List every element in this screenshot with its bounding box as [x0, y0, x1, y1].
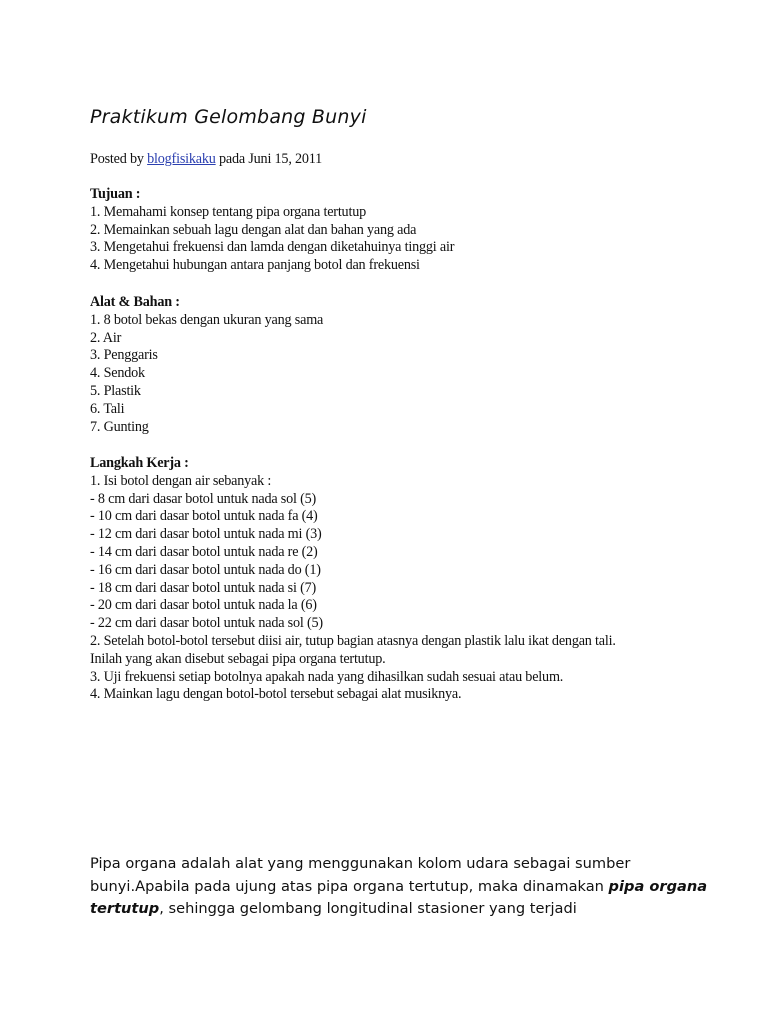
byline-suffix: pada Juni 15, 2011: [215, 151, 323, 167]
list-item: - 18 cm dari dasar botol untuk nada si (7): [90, 579, 317, 596]
section-alat-bahan: [90, 294, 730, 436]
list-item: - 20 cm dari dasar botol untuk nada la (6): [90, 597, 317, 614]
list-item: 3. Penggaris: [90, 347, 158, 364]
list-item: 1. 8 botol bekas dengan ukuran yang sama: [90, 311, 324, 328]
section-heading: Tujuan :: [90, 186, 141, 202]
list-item: - 16 cm dari dasar botol untuk nada do (1): [90, 561, 321, 578]
list-item: Inilah yang akan disebut sebagai pipa organa tertutup.: [90, 650, 386, 667]
list-item: - 8 cm dari dasar botol untuk nada sol (5): [90, 490, 317, 507]
list-item: 1. Isi botol dengan air sebanyak :: [90, 472, 272, 489]
list-item: 2. Setelah botol-botol tersebut diisi air, tutup bagian atasnya dengan plastik lalu ikat dengan tali.: [90, 632, 616, 649]
list-item: 2. Air: [90, 329, 122, 346]
byline-prefix: Posted by: [90, 151, 148, 167]
byline: [90, 151, 322, 169]
section-langkah-kerja: [90, 455, 730, 704]
section-heading: Alat & Bahan :: [90, 294, 180, 310]
paragraph-text-start: Pipa organa adalah alat yang menggunakan kolom udara sebagai sumber bunyi.Apabila pada ujung atas pipa organa tertutup, maka dinamakan: [90, 855, 631, 895]
section-tujuan: [90, 186, 730, 275]
list-item: 2. Memainkan sebuah lagu dengan alat dan bahan yang ada: [90, 221, 417, 238]
list-item: 3. Uji frekuensi setiap botolnya apakah nada yang dihasilkan sudah sesuai atau belum.: [90, 668, 564, 685]
list-item: - 10 cm dari dasar botol untuk nada fa (4): [90, 508, 318, 525]
list-item: 7. Gunting: [90, 418, 149, 435]
list-item: - 22 cm dari dasar botol untuk nada sol (5): [90, 615, 323, 632]
list-item: 6. Tali: [90, 400, 125, 417]
list-item: 3. Mengetahui frekuensi dan lamda dengan diketahuinya tinggi air: [90, 239, 455, 256]
author-link[interactable]: blogfisikaku: [147, 151, 216, 167]
list-item: 4. Sendok: [90, 365, 145, 382]
list-item: 5. Plastik: [90, 382, 141, 399]
list-item: - 12 cm dari dasar botol untuk nada mi (3): [90, 526, 322, 543]
list-item: 4. Mengetahui hubungan antara panjang botol dan frekuensi: [90, 257, 420, 274]
list-item: - 14 cm dari dasar botol untuk nada re (2): [90, 543, 318, 560]
paragraph-text-end: , sehingga gelombang longitudinal stasioner yang terjadi: [159, 900, 577, 917]
body-paragraph: [90, 853, 730, 921]
page-title: Praktikum Gelombang Bunyi: [90, 106, 367, 128]
list-item: 4. Mainkan lagu dengan botol-botol tersebut sebagai alat musiknya.: [90, 686, 462, 703]
section-heading: Langkah Kerja :: [90, 455, 189, 471]
list-item: 1. Memahami konsep tentang pipa organa tertutup: [90, 203, 366, 220]
paragraph-emphasis: pipa organa tertutup: [90, 877, 708, 917]
